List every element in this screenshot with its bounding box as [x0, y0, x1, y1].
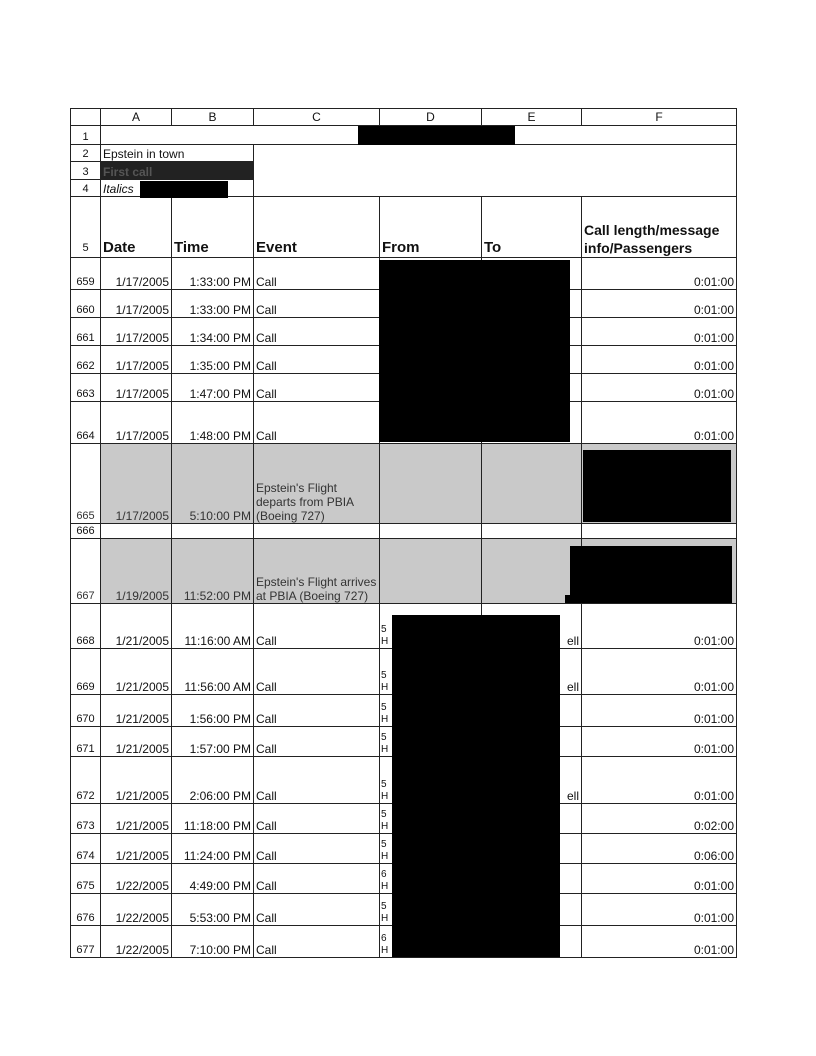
- date-cell: 1/17/2005: [101, 374, 172, 402]
- row-number: 662: [71, 346, 101, 374]
- time-cell: 1:47:00 PM: [172, 374, 254, 402]
- redaction-box: [570, 546, 732, 603]
- event-cell: Call: [254, 804, 380, 834]
- event-cell: Call: [254, 757, 380, 804]
- from-cell: 5 H: [380, 804, 482, 834]
- redaction-box: [392, 615, 560, 957]
- from-cell: 5 H: [380, 834, 482, 864]
- event-cell: Call: [254, 604, 380, 649]
- legend-first-call: First call: [101, 162, 254, 180]
- row-number: 669: [71, 649, 101, 695]
- date-cell: 1/21/2005: [101, 604, 172, 649]
- time-cell: 2:06:00 PM: [172, 757, 254, 804]
- header-call-length: Call length/message info/Passengers: [582, 197, 737, 258]
- time-cell: 1:57:00 PM: [172, 727, 254, 757]
- call-length-cell: 0:01:00: [582, 649, 737, 695]
- redaction-box: [565, 595, 589, 603]
- to-cell: [482, 539, 582, 604]
- date-cell: 1/22/2005: [101, 894, 172, 926]
- call-length-cell: 0:01:00: [582, 374, 737, 402]
- redaction-box: [583, 450, 731, 522]
- column-header-row: [71, 109, 737, 126]
- column-header-a: A: [101, 109, 172, 126]
- time-cell: 7:10:00 PM: [172, 926, 254, 958]
- redaction-box: [379, 260, 570, 442]
- call-length-cell: 0:06:00: [582, 834, 737, 864]
- date-cell: 1/21/2005: [101, 757, 172, 804]
- row-number: 675: [71, 864, 101, 894]
- from-cell: 5 H: [380, 604, 482, 649]
- to-cell: ell: [482, 649, 582, 695]
- header-time: Time: [172, 197, 254, 258]
- date-cell: 1/21/2005: [101, 834, 172, 864]
- column-header-c: C: [254, 109, 380, 126]
- row-number: 670: [71, 695, 101, 727]
- row-number: 666: [71, 524, 101, 539]
- date-cell: [101, 524, 172, 539]
- row-number: 667: [71, 539, 101, 604]
- to-cell: [482, 444, 582, 524]
- call-length-cell: 0:01:00: [582, 604, 737, 649]
- event-cell: Call: [254, 864, 380, 894]
- from-cell: [380, 539, 482, 604]
- row-number: 673: [71, 804, 101, 834]
- legend-italics: Italics: [101, 180, 254, 197]
- time-cell: 5:10:00 PM: [172, 444, 254, 524]
- row-number: 671: [71, 727, 101, 757]
- date-cell: 1/17/2005: [101, 318, 172, 346]
- from-cell: [380, 444, 482, 524]
- date-cell: 1/21/2005: [101, 649, 172, 695]
- time-cell: 1:56:00 PM: [172, 695, 254, 727]
- time-cell: 11:56:00 AM: [172, 649, 254, 695]
- time-cell: 1:48:00 PM: [172, 402, 254, 444]
- from-cell: 5 H: [380, 649, 482, 695]
- row-number: 2: [71, 145, 101, 162]
- row-number: 5: [71, 197, 101, 258]
- event-cell: Call: [254, 290, 380, 318]
- date-cell: 1/21/2005: [101, 695, 172, 727]
- from-cell: [380, 524, 482, 539]
- event-cell: Call: [254, 318, 380, 346]
- row-number: 661: [71, 318, 101, 346]
- time-cell: 1:33:00 PM: [172, 290, 254, 318]
- date-cell: 1/22/2005: [101, 926, 172, 958]
- event-cell: Call: [254, 834, 380, 864]
- event-cell: Call: [254, 695, 380, 727]
- from-cell: 6 H: [380, 864, 482, 894]
- row-number: 676: [71, 894, 101, 926]
- from-cell: 6 H: [380, 926, 482, 958]
- row-number: 665: [71, 444, 101, 524]
- call-length-cell: 0:02:00: [582, 804, 737, 834]
- to-cell: [482, 524, 582, 539]
- time-cell: [172, 524, 254, 539]
- date-cell: 1/22/2005: [101, 864, 172, 894]
- event-cell: Call: [254, 258, 380, 290]
- time-cell: 11:24:00 PM: [172, 834, 254, 864]
- row-number: 668: [71, 604, 101, 649]
- row-number: 677: [71, 926, 101, 958]
- date-cell: 1/17/2005: [101, 346, 172, 374]
- time-cell: 4:49:00 PM: [172, 864, 254, 894]
- time-cell: 5:53:00 PM: [172, 894, 254, 926]
- event-cell: [254, 524, 380, 539]
- call-length-cell: 0:01:00: [582, 757, 737, 804]
- row-number: 3: [71, 162, 101, 180]
- column-header-d: D: [380, 109, 482, 126]
- date-cell: 1/21/2005: [101, 804, 172, 834]
- from-cell: 5 H: [380, 695, 482, 727]
- row-number: 659: [71, 258, 101, 290]
- call-length-cell: 0:01:00: [582, 290, 737, 318]
- legend-epstein-in-town: Epstein in town: [101, 145, 254, 162]
- field-header-row: [71, 197, 737, 258]
- event-cell: Call: [254, 402, 380, 444]
- call-length-cell: 0:01:00: [582, 258, 737, 290]
- table-row: [71, 524, 737, 539]
- from-cell: 5 H: [380, 757, 482, 804]
- call-length-cell: 0:01:00: [582, 864, 737, 894]
- column-header-b: B: [172, 109, 254, 126]
- date-cell: 1/17/2005: [101, 444, 172, 524]
- row-number: 4: [71, 180, 101, 197]
- event-cell: Call: [254, 926, 380, 958]
- header-from: From: [380, 197, 482, 258]
- time-cell: 1:35:00 PM: [172, 346, 254, 374]
- call-length-cell: 0:01:00: [582, 402, 737, 444]
- date-cell: 1/17/2005: [101, 258, 172, 290]
- header-event: Event: [254, 197, 380, 258]
- header-date: Date: [101, 197, 172, 258]
- call-length-cell: 0:01:00: [582, 695, 737, 727]
- event-cell: Call: [254, 894, 380, 926]
- event-cell: Call: [254, 649, 380, 695]
- header-to: To: [482, 197, 582, 258]
- legend-blank-area: [254, 145, 737, 197]
- to-cell: ell: [482, 757, 582, 804]
- time-cell: 11:52:00 PM: [172, 539, 254, 604]
- event-cell: Epstein's Flight arrives at PBIA (Boeing 727): [254, 539, 380, 604]
- event-cell: Call: [254, 727, 380, 757]
- event-cell: Call: [254, 346, 380, 374]
- date-cell: 1/17/2005: [101, 402, 172, 444]
- event-cell: Call: [254, 374, 380, 402]
- column-header-e: E: [482, 109, 582, 126]
- time-cell: 1:33:00 PM: [172, 258, 254, 290]
- call-length-cell: 0:01:00: [582, 318, 737, 346]
- call-length-cell: 0:01:00: [582, 894, 737, 926]
- from-cell: 5 H: [380, 727, 482, 757]
- date-cell: 1/17/2005: [101, 290, 172, 318]
- row-number: 664: [71, 402, 101, 444]
- from-cell: 5 H: [380, 894, 482, 926]
- column-header-f: F: [582, 109, 737, 126]
- redaction-box: [358, 126, 515, 145]
- row-number: 660: [71, 290, 101, 318]
- call-length-cell: [582, 524, 737, 539]
- legend-row: [71, 145, 737, 162]
- event-cell: Epstein's Flight departs from PBIA (Boeing 727): [254, 444, 380, 524]
- time-cell: 1:34:00 PM: [172, 318, 254, 346]
- row-number: 674: [71, 834, 101, 864]
- date-cell: 1/19/2005: [101, 539, 172, 604]
- row-number: 1: [71, 126, 101, 145]
- to-cell: ell: [482, 604, 582, 649]
- call-length-cell: 0:01:00: [582, 727, 737, 757]
- call-length-cell: 0:01:00: [582, 346, 737, 374]
- time-cell: 11:16:00 AM: [172, 604, 254, 649]
- row-number: 663: [71, 374, 101, 402]
- row-number: 672: [71, 757, 101, 804]
- call-length-cell: 0:01:00: [582, 926, 737, 958]
- corner-cell: [71, 109, 101, 126]
- time-cell: 11:18:00 PM: [172, 804, 254, 834]
- redaction-box: [140, 181, 228, 198]
- date-cell: 1/21/2005: [101, 727, 172, 757]
